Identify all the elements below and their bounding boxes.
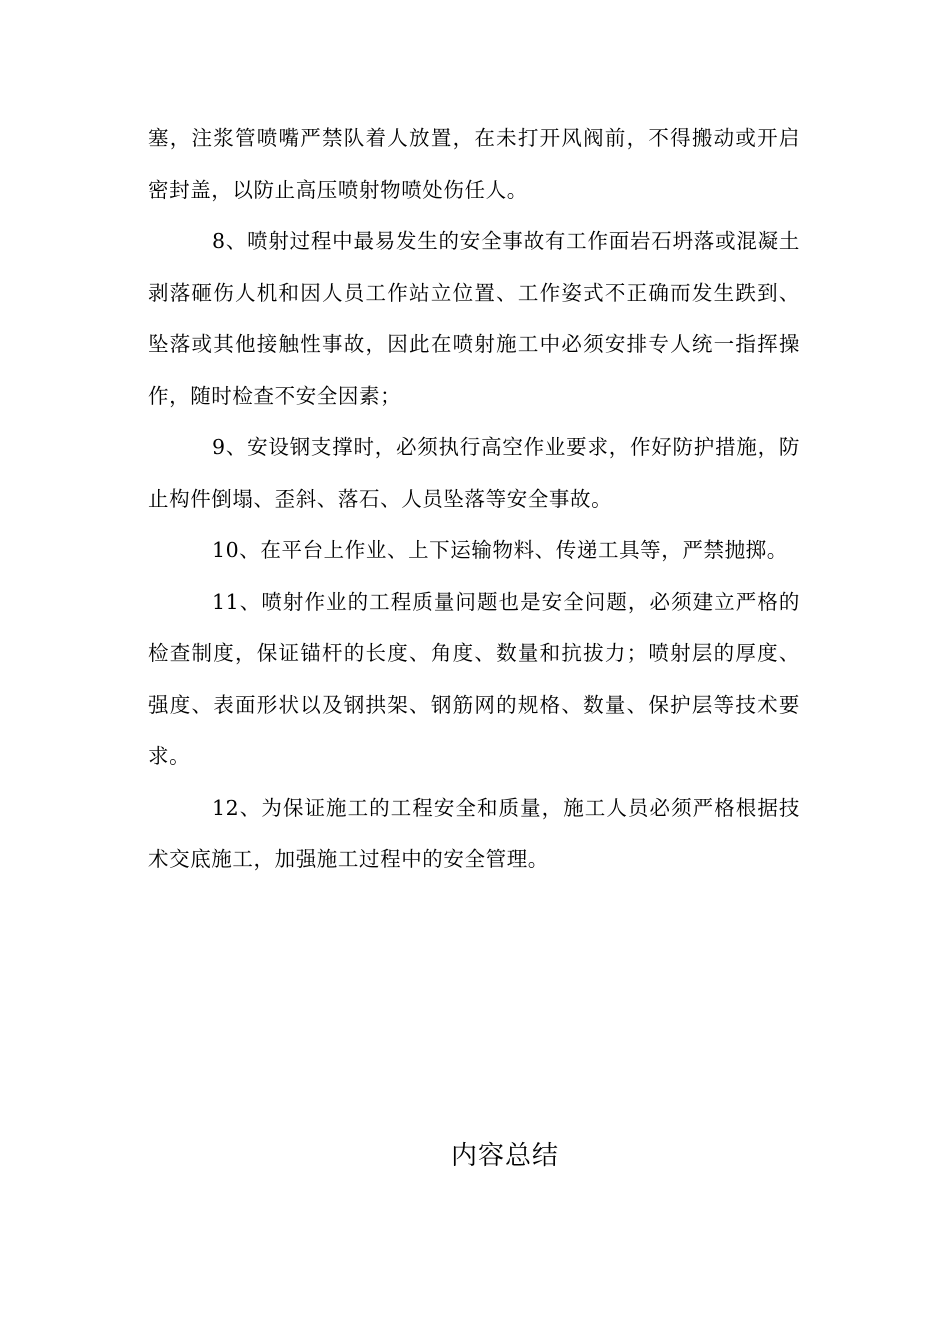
paragraph-item-8: 8、喷射过程中最易发生的安全事故有工作面岩石坍落或混凝土剥落砸伤人机和因人员工作站立位置、工作姿式不正确而发生跌到、坠落或其他接触性事故，因此在喷射施工中必须安排专人统一指挥操作，随时检查不安全因素； (148, 229, 800, 408)
summary-heading: 内容总结 (450, 1141, 559, 1171)
paragraph-item-12: 12、为保证施工的工程安全和质量，施工人员必须严格根据技术交底施工，加强施工过程中的安全管理。 (148, 795, 800, 871)
paragraph-continuation: 塞，注浆管喷嘴严禁队着人放置，在未打开风阀前，不得搬动或开启密封盖，以防止高压喷射物喷处伤任人。 (148, 126, 800, 202)
paragraph-item-10: 10、在平台上作业、上下运输物料、传递工具等，严禁抛掷。 (212, 538, 788, 562)
paragraph-item-9: 9、安设钢支撑时，必须执行高空作业要求，作好防护措施，防止构件倒塌、歪斜、落石、人员坠落等安全事故。 (148, 435, 800, 511)
document-body (148, 113, 800, 886)
paragraph-item-11: 11、喷射作业的工程质量问题也是安全问题，必须建立严格的检查制度，保证锚杆的长度、角度、数量和抗拔力；喷射层的厚度、强度、表面形状以及钢拱架、钢筋网的规格、数量、保护层等技术要求。 (148, 589, 800, 768)
